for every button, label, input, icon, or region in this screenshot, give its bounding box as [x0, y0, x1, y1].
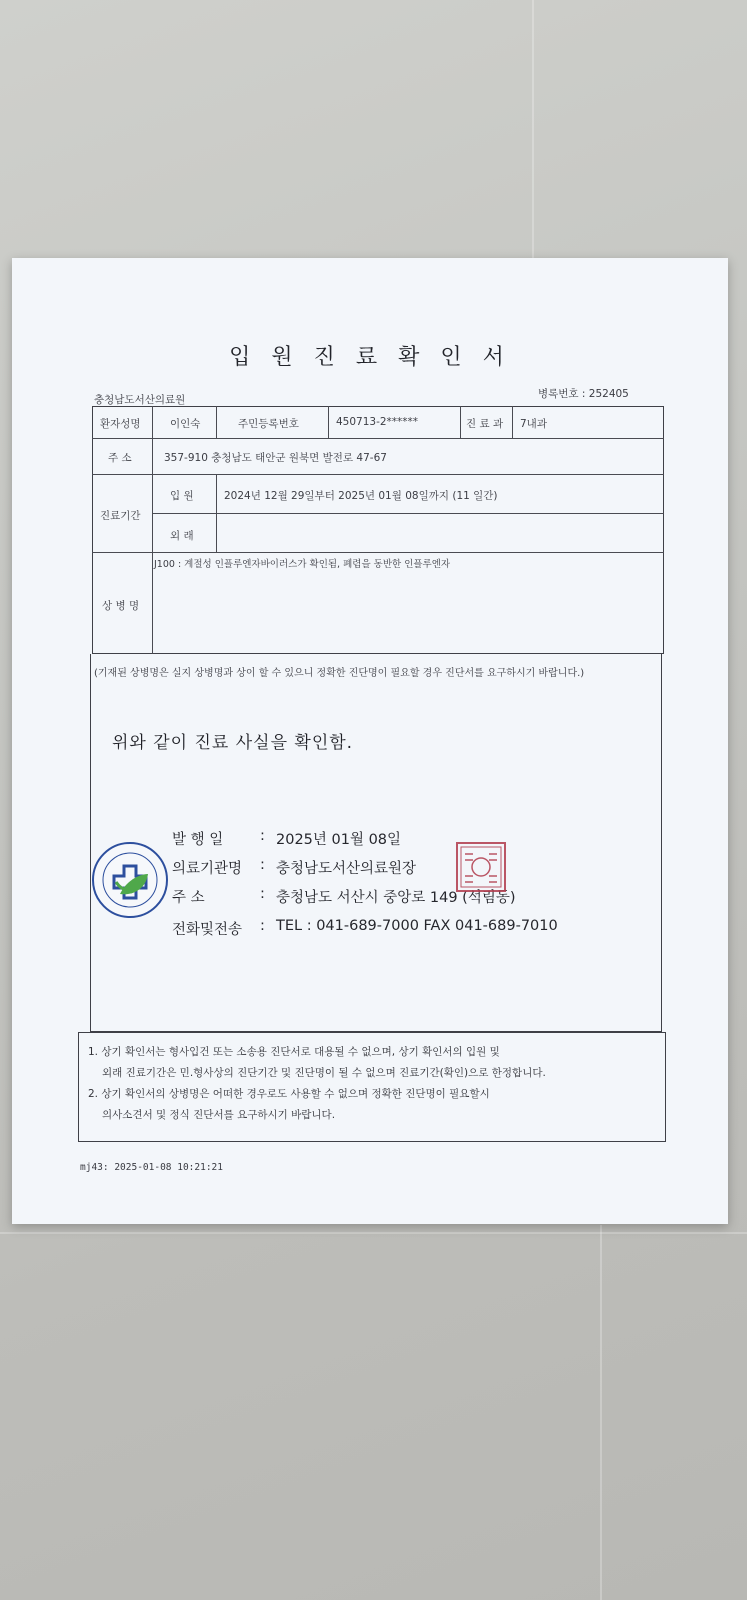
issue-date: 2025년 01월 08일	[276, 832, 402, 848]
floor-seam	[0, 1232, 747, 1234]
department-label: 진 료 과	[466, 418, 504, 430]
table-line	[92, 438, 664, 439]
floor-seam	[532, 0, 534, 260]
contact-numbers: TEL : 041-689-7000 FAX 041-689-7010	[276, 918, 558, 934]
rrn-value: 450713-2******	[336, 416, 419, 428]
table-line	[216, 474, 217, 552]
diagnosis-notice: (기재된 상병명은 실지 상병명과 상이 할 수 있으니 정확한 진단명이 필요할 경우 진단서를 요구하시기 바랍니다.)	[94, 668, 585, 679]
confirmation-document	[12, 258, 728, 1224]
institution-address-label: 주 소	[172, 890, 205, 906]
institution-address: 충청남도 서산시 중앙로 149 (석림동)	[276, 890, 516, 906]
table-line	[460, 406, 461, 438]
institution-name: 충청남도서산의료원장	[276, 861, 417, 877]
patient-name-label: 환자성명	[100, 418, 141, 430]
issue-date-label: 발 행 일	[172, 832, 224, 848]
hospital-logo	[92, 842, 168, 918]
patient-name: 이인숙	[170, 418, 201, 430]
inpatient-period: 2024년 12월 29일부터 2025년 01월 08일까지 (11 일간)	[224, 490, 498, 502]
table-line	[328, 406, 329, 438]
official-seal	[456, 842, 506, 892]
rrn-label: 주민등록번호	[238, 418, 299, 430]
footnote-line: 외래 진료기간은 민.형사상의 진단기간 및 진단명이 될 수 없으며 진료기간(확인)으로 한정합니다.	[102, 1067, 546, 1079]
diagnosis-label: 상 병 명	[102, 600, 140, 612]
table-line	[92, 474, 664, 475]
contact-label: 전화및전송	[172, 922, 243, 938]
label-colon: :	[260, 886, 265, 902]
record-number: 병록번호 : 252405	[538, 388, 629, 400]
outpatient-label: 외 래	[170, 530, 194, 542]
address-value: 357-910 충청남도 태안군 원북면 발전로 47-67	[164, 452, 387, 464]
floor-seam	[600, 1225, 602, 1600]
label-colon: :	[260, 828, 265, 844]
table-line	[152, 513, 664, 514]
diagnosis-value: J100 : 계절성 인플루엔자바이러스가 확인됨, 폐렴을 동반한 인플루엔자	[154, 559, 451, 570]
address-label: 주 소	[108, 452, 132, 464]
print-timestamp: mj43: 2025-01-08 10:21:21	[80, 1162, 223, 1173]
footnote-line: 2. 상기 확인서의 상병명은 어떠한 경우로도 사용할 수 없으며 정확한 진단명이 필요할시	[88, 1088, 490, 1100]
confirmation-statement: 위와 같이 진료 사실을 확인함.	[112, 733, 354, 753]
hospital-name-small: 충청남도서산의료원	[94, 394, 186, 406]
period-label: 진료기간	[100, 510, 141, 522]
hospital-logo-mark	[94, 844, 166, 916]
table-line	[152, 406, 153, 654]
table-line	[216, 406, 217, 438]
official-seal-mark	[458, 844, 504, 890]
table-line	[92, 552, 664, 553]
label-colon: :	[260, 918, 265, 934]
label-colon: :	[260, 857, 265, 873]
institution-label: 의료기관명	[172, 861, 243, 877]
footnote-line: 1. 상기 확인서는 형사입건 또는 소송용 진단서로 대용될 수 없으며, 상기 확인서의 입원 및	[88, 1046, 500, 1058]
footnote-line: 의사소견서 및 정식 진단서를 요구하시기 바랍니다.	[102, 1109, 336, 1121]
table-line	[512, 406, 513, 438]
department-value: 7내과	[520, 418, 547, 430]
inpatient-label: 입 원	[170, 490, 194, 502]
document-title: 입 원 진 료 확 인 서	[229, 345, 511, 370]
